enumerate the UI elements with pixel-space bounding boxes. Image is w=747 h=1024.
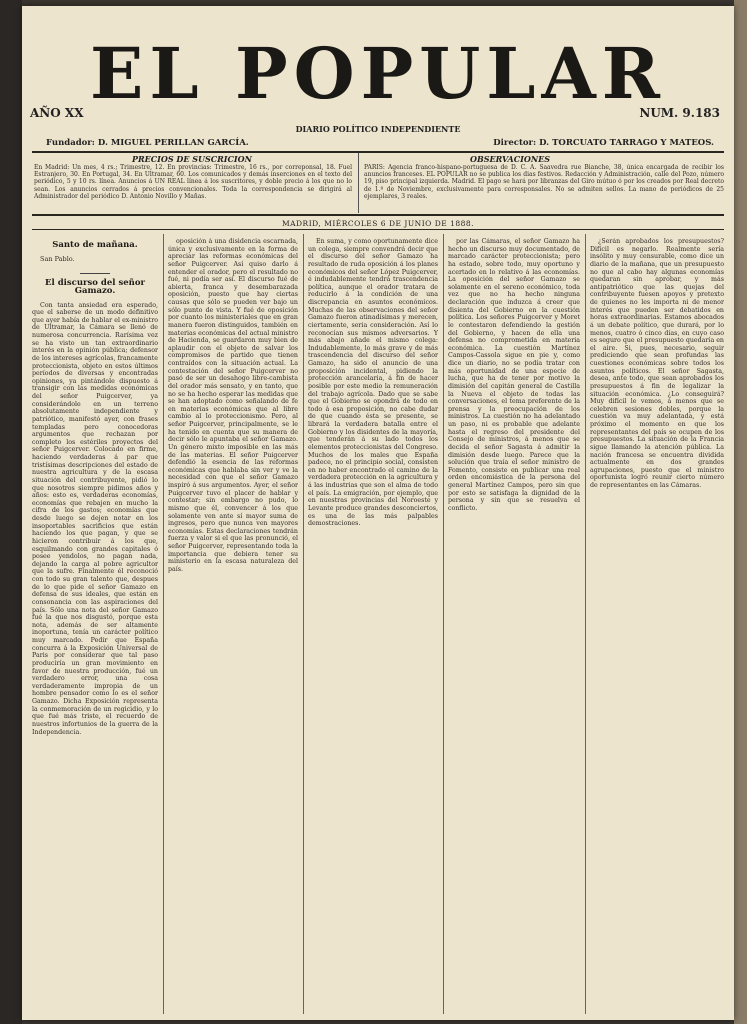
column-1 — [32, 238, 158, 1008]
issue-year: AÑO XX — [30, 106, 84, 120]
santo-heading: Santo de mañana. — [52, 240, 138, 250]
dateline-rule — [32, 229, 724, 230]
column-1-text: Con tanta ansiedad era esperado, que el saberse de un modo definitivo que ayer había de hablar el ex-ministro de Ultramar, la Cámara se llenó de numerosa concurrencia. Rarísima vez se ha visto un tan extraordinario interés en la opinión pública; defensor de los intereses agrícolas, francamente proteccionista, objeto en estos últimos períodos de diversas y encontradas opiniones, ya pintándole dispuesto á transigir con las medidas económicas del señor Puigcerver, ya considerándole en un terreno absolutamente independiente y patriótico, manifestó ayer, con frases templadas pero conocedoras argumentos que rechazan por completo los estériles proyectos del señor Puigcerver. Colocado en firme, haciendo verdaderas á par que tristísimas descripciones del estado de nuestra agricultura y de la escasa situación del contribuyente, pidió lo que nosotros siempre pidimos años y años: esto es, verdaderas economías, economías que rebajen en mucho la cifra de los gastos; economías que desde luego se dejen notar en los insoportables sacrificios que están haciendo los que pagan, y que se hicieron contribuir á los que, esquilmando con grandes capitales ó posee yendolos, no pagan nada, dejando la carga al pobre agricultor que la sufre. Finalmente él reconoció con todo su gran talento que, despues de lo que pide el señor Gamazo en defensa de sus ideales, que están en consonancia con las aspiraciones del país. Sólo una nota del señor Gamazo fué la que nos disgustó, porque esta nota, además de ser altamente inoportuna, tenía un carácter político muy marcado. Pedir que España concurra á la Exposición Universal de Paris por considerar que tal paso produciría un gran movimiento en favor de nuestra producción, fué un verdadero error, una cosa verdaderamente impropia de un hombre pensador como lo es el señor Gamazo. Dicha Exposición representa la conmemoración de un regicidio, y lo que fué más triste, el recuerdo de nuestros infortunios de la guerra de la Independencia. — [32, 301, 158, 736]
box-rule — [32, 214, 724, 216]
scan-left-edge — [0, 0, 22, 1024]
issue-number: NUM. 9.183 — [639, 106, 720, 120]
column-4-text: por las Cámaras, el señor Gamazo ha hecho un discurso muy documentado, de marcado carácter proteccionista; pero ha estado, sobre todo, muy oportuno y acertado en lo relativo á las economías. La oposición del señor Gamazo se solamente en el sereno económico, toda vez que no ha hecho ninguna declaración que induzca á creer que disienta del Gobierno en la cuestión política. Los señores Puigcerver y Moret le contestaron defendiendo la gestión del Gobierno, y hacen de ella una defensa no comprometida en materia económica. La cuestión Martínez Campos-Cassola sigue en pie y, como dice un diario, no se podía tratar con más oportunidad de una especie de lucha, que ha de tener por motivo la dimisión del capitán general de Castilla la Nueva el objeto de todas las conversaciones, el tema preferente de la prensa y la preocupación de los ministros. La cuestión no ha adelantado un paso, ni es probable que adelante hasta el regreso del presidente del Consejo de ministros, á menos que se decida el señor Sagasta á admitir la dimisión desde luego. Parece que la solución que traía el señor ministro de Fomento, consiste en publicar una real orden encomiástica de la persona del general Martínez Campos, pero sin que por esto se satisfaga la dignidad de la persona y sin que se resuelva el conflicto. — [448, 238, 580, 512]
column-3-text: En suma, y como oportunamente dice un colega, siempre convendrá decir que el discurso del señor Gamazo ha resultado de ruda oposición á los planes económicos del señor López Puigcerver, é indudablemente tendrá trascendencia política, aunque el orador tratara de reducirlo á la condición de una discrepancia en asuntos económicos. Muchas de las observaciones del señor Gamazo fueron atinadísimas y merecen, ciertamente, seria consideración. Así lo reconocían sus mismos adversarios. Y más abajo añade el mismo colega: Indudablemente, lo más grave y de más trascendencia del discurso del señor Gamazo, ha sido el anuncio de una proposición incidental, pidiendo la protección arancelaria, á fin de hacer posible por este medio la remuneración del trabajo agrícola. Dado que se sabe que el Gobierno se opondrá de todo en todo á esa proposición, no cabe dudar de que cuando ésta se presente, se librará la verdadera batalla entre el Gobierno y los disidentes de la mayoría, que tenderán á su lado todos los elementos proteccionistas del Congreso. Muchos de los males que España padece, no el principio social, consisten en no haber encontrado el camino de la verdadera protección en la agricultura y á las industrias que son el alma de todo el país. La emigración, por ejemplo, que en nuestras provincias del Noroeste y Levante produce grandes desconciertos, es una de las más palpables demostraciones. — [308, 238, 438, 528]
santo-name: San Pablo. — [40, 254, 75, 263]
observaciones-title: OBSERVACIONES — [470, 154, 551, 164]
header-rule — [32, 151, 724, 153]
founder-line: Fundador: D. MIGUEL PERILLAN GARCÍA. — [46, 138, 249, 148]
masthead-title: EL POPULAR — [90, 32, 666, 115]
column-rule — [585, 234, 586, 1014]
director-line: Director: D. TORCUATO TARRAGO Y MATEOS. — [493, 138, 714, 148]
column-5-text: ¿Serán aprobados los presupuestos? Difícil es negarlo. Realmente sería insólito y muy censurable, como dice un diario de la mañana, que un presupuesto no que al cabo hay algunas economías quedaran sin aprobar, y más antipatriótico que las quejas del contribuyente fuesen apoyos y pretexto de quienes no les importa ni de menor interés que pueden ser debatidos en horas extraordinarias. Estamos abocados á un debate político, que durará, por lo menos, cuatro ó cinco días, en cuyo caso es seguro que el presupuesto quedaría en el aire. Si, pues, necesario, seguir prediciendo que sean profundas las cuestiones económicas sobre todos los asuntos políticos. El señor Sagasta, desea, ante todo, que sean aprobados los presupuestos á fin de legalizar la situación económica. ¿Lo conseguirá? Muy difícil le vemos, á menos que se celebren sesiones dobles, porque la cuestión va muy adelantada, y está próximo el momento en que los representantes del país se ocupen de los presupuestos. La situación de la Francia sigue llamando la atención pública. La nación francesa se encuentra dividida actualmente en dos grandes agrupaciones, puesto que el ministro oportunista logró reunir cierto número de representantes en las Cámaras. — [590, 238, 724, 489]
article-heading: El discurso del señor Gamazo. — [45, 278, 145, 296]
precios-text: En Madrid: Un mes, 4 rs.; Trimestre, 12. En provincias: Trimestre, 16 rs., por correponsal, 18. Fuel Estranjero, 30. En Portugal, 34. En Ultramar, 60. Los comunicados y demás inserciones en el texto del periódico, 5 y 10 rs. línea. Anuncios á UN REAL línea á los suscritores, y doble precio á los que no lo sean. Los anuncios cerrados á precios convencionales. Toda la correspondencia se dirigirá al Administrador del periódico D. Antonio Novillo y Mañas. — [34, 164, 352, 200]
column-2-text: oposición á una disidencia escarnada, única y exclusivamente en la forma de apreciar las reformas económicas del señor Puigcerver. Así quiso darlo á entender el orador, pero el resultado no fué, ni podía ser así. El discurso fué de abierta, franca y desembarazada oposición, puesto que hay ciertas causas que sólo se pueden ver bajo un sólo punto de vista. Y fué de oposición por cuanto los ministeriales que en gran manera fueron distinguidos, también en materias económicas del actual ministro de Hacienda, se guardaron muy bien de aplaudir con el objeto de salvar los compromisos de partido que tienen contraídos con la situación actual. La contestación del señor Puigcerver no pasó de ser un desahogo libre-cambista del orador más sensato, y en tanto, que no se ha hecho esperar las medidas que se han adoptado como señalando de fe en materias económicas que al libre cambio al lo proteccionismo. Pero, al señor Puigcerver, principalmente, se le ha tenido en cuenta que su manera de decir sólo le apuntaba el señor Gamazo. Un género mixto imposible en las más de las materias. El señor Puigcerver defendió la esencia de las reformas económicas que hablaba sin ver y ve la necesidad con que el señor Gamazo inspiró á sus argumentos. Ayer, el señor Puigcerver tuvo el placer de hablar y contestar; sin embargo no pudo, lo mismo que él, convencer á los que solamente ven ante sí mayor suma de ingresos, pero que nunca ven mayores economías. Estas declaraciones tendrán fuerza y valor si el que las pronunció, el señor Puigcerver, representando toda la importancia que debiera tener su ministerio en la escasa naturaleza del país. — [168, 238, 298, 573]
column-rule — [443, 234, 444, 1014]
observaciones-text: PARIS: Agencia franco-hispano-portuguesa de D. C. A. Saavedra rue Bianche, 38, única encargada de recibir los anuncios franceses. EL POPULAR no se publica los dias festivos. Redacción y Administración, calle del Pozo, número 19, piso principal izquierda. Madrid. El pago se hará por libranzas del Giro mútuo ó por los creados por Real decreto de 1.º de Noviembre, exclusivamente para corresponsales. No se admiten sellos. La mano de periódicos de 25 ejemplares, 3 reales. — [364, 164, 724, 200]
column-rule — [163, 234, 164, 1014]
column-separator — [80, 273, 110, 274]
column-rule — [303, 234, 304, 1014]
scan-right-edge — [734, 0, 747, 1024]
precios-title: PRECIOS DE SUSCRICION — [132, 154, 252, 164]
box-divider — [358, 153, 359, 213]
dateline: MADRID, MIÉRCOLES 6 DE JUNIO DE 1888. — [281, 219, 475, 228]
masthead-subtitle: DIARIO POLÍTICO INDEPENDIENTE — [295, 124, 461, 134]
column-4 — [448, 238, 580, 1008]
column-2 — [168, 238, 298, 1008]
column-5 — [590, 238, 724, 1008]
newspaper-page — [22, 6, 734, 1020]
column-3 — [308, 238, 438, 1008]
